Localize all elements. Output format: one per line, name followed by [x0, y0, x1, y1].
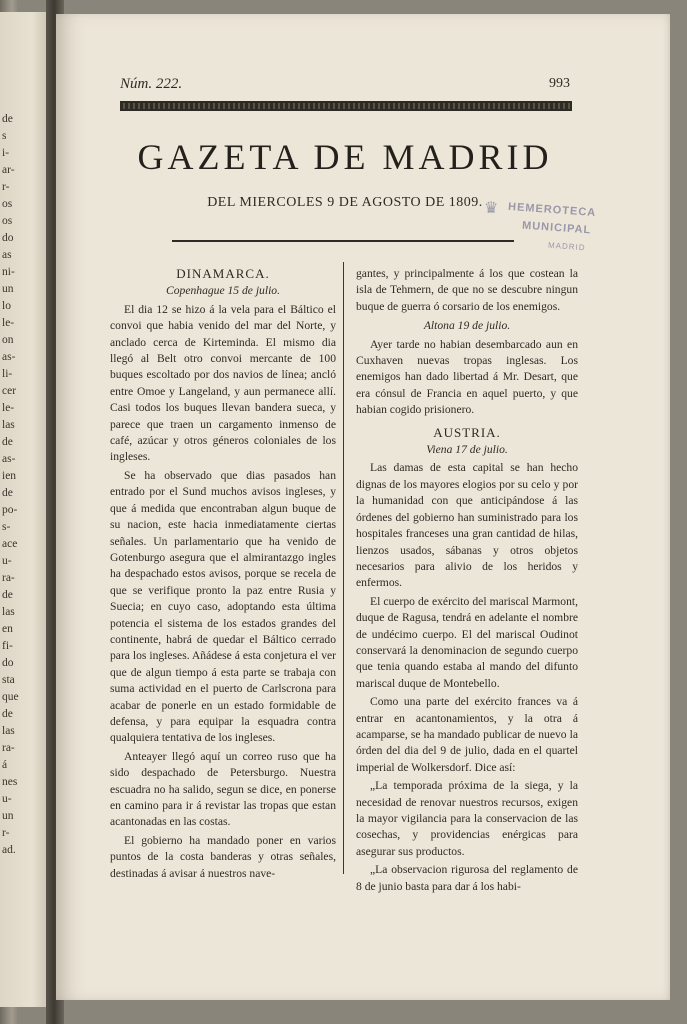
previous-page-fragment: le- — [2, 317, 15, 329]
previous-page-fragment: fi- — [2, 640, 13, 652]
previous-page-fragment: ar- — [2, 164, 15, 176]
previous-page-fragment: ra- — [2, 572, 15, 584]
stamp-line-1: HEMEROTECA — [507, 200, 597, 220]
section-title-dinamarca: DINAMARCA. — [176, 266, 270, 281]
stamp-line-3: MADRID — [547, 240, 586, 253]
previous-page-fragment: cer — [2, 385, 17, 397]
masthead-title: GAZETA DE MADRID — [137, 137, 553, 177]
previous-page-fragment: las — [2, 606, 15, 618]
previous-page-fragment: po- — [2, 504, 18, 516]
paragraph: Las damas de esta capital se han hecho dignas de los mayores elogios por su celo y por la humanidad con que anticipándose á las órdenes del gobierno han suministrado para los hospitales franceses una gran cantidad de hilas, lienzos usados, sábanas y otros objetos necesarios para alivio de los heridos y enfermos. — [356, 461, 578, 590]
header-ornamental-rule — [120, 101, 572, 111]
paragraph: El cuerpo de exército del mariscal Marmont, duque de Ragusa, tendrá en adelante el nombre de undécimo cuerpo. El del mariscal Oudinot conservará la denominacion de segundo cuerpo que tenia quando estaba al mando del difunto mariscal duque de Montebello. — [356, 594, 578, 690]
previous-page-fragment: u- — [2, 793, 12, 805]
place-date-altona: Altona 19 de julio. — [423, 319, 511, 333]
previous-page-fragment: os — [2, 215, 13, 227]
previous-page-fragment: un — [2, 283, 14, 295]
left-column — [110, 266, 336, 882]
previous-page-fragment: en — [2, 623, 13, 635]
paragraph-continued: gantes, y principalmente á los que costean la isla de Tehmern, de que no se descubre ningun buque de guerra ó corsario de los enemigos. — [356, 267, 578, 313]
column-divider — [343, 262, 344, 874]
previous-page-fragment: do — [2, 232, 14, 244]
paragraph: Se ha observado que dias pasados han entrado por el Sund muchos avisos ingleses, y que á medida que encontraban algun buque de su nacion, este hacia inmediatamente ciertas señales. Un parlamentario que ha venido de Gotenburgo asegura que el almirantazgo ingles ha despachado estos avisos, porque se recela de que se verifique pronto la paz entre Rusia y Suecia; en cuyo caso, adoptando esta última potencia el sistema de los estados grandes del continente, habrá de quedar el Báltico cerrado para los ingleses. Añádese á esta conjetura el ver que de algun tiempo á esta parte se trabaja con suma actividad en el puerto de Carlscrona para acabar de ponerle en un estado formidable de defensa, y para equipar la esquadra contra qualquiera tentativa de los ingleses. — [110, 468, 336, 745]
crown-icon: ♛ — [484, 200, 499, 217]
dateline-rule — [172, 240, 514, 242]
previous-page-fragment: de — [2, 113, 13, 125]
previous-page-fragment: las — [2, 419, 15, 431]
previous-page-fragment: de — [2, 487, 13, 499]
page-number: 993 — [549, 76, 570, 91]
issue-number: Núm. 222. — [120, 76, 183, 92]
previous-page-fragment: as- — [2, 351, 16, 363]
previous-page-fragment: nes — [2, 776, 18, 788]
previous-page-fragment: r- — [2, 181, 10, 193]
previous-page-fragment: ni- — [2, 266, 15, 278]
previous-page-fragment: de — [2, 589, 13, 601]
previous-page-fragment: as — [2, 249, 12, 261]
previous-page-fragment: ra- — [2, 742, 15, 754]
previous-page-fragment: os — [2, 198, 13, 210]
paragraph: „La temporada próxima de la siega, y la necesidad de renovar nuestros recursos, exigen la mayor vigilancia para la conservacion de las cosechas, y providencias enérgicas para asegurar sus productos. — [356, 779, 578, 858]
paragraph: Anteayer llegó aquí un correo ruso que ha sido despachado de Petersburgo. Nuestra escuadra no ha salido, segun se dice, en ponerse en camino para ir á revistar las tropas que estan acantonadas en las costas. — [110, 749, 336, 829]
previous-page-fragment: ad. — [2, 844, 16, 856]
previous-page-fragment: ien — [2, 470, 17, 482]
previous-page-fragment: le- — [2, 402, 15, 414]
page-header — [120, 76, 570, 98]
previous-page-fragment: u- — [2, 555, 12, 567]
previous-page-fragment: á — [2, 759, 8, 771]
previous-page-fragment: i- — [2, 147, 10, 159]
previous-page-edge — [0, 12, 46, 1007]
previous-page-fragment: sta — [2, 674, 15, 686]
stamp-line-2: MUNICIPAL — [521, 219, 592, 237]
previous-page-fragment: de — [2, 708, 13, 720]
previous-page-fragment: ace — [2, 538, 18, 550]
right-column — [356, 266, 578, 895]
previous-page-fragment: li- — [2, 368, 13, 380]
dateline: DEL MIERCOLES 9 DE AGOSTO DE 1809. — [207, 195, 483, 210]
paragraph: El gobierno ha mandado poner en varios puntos de la costa banderas y otras señales, destinadas á avisar á nuestros nave- — [110, 833, 336, 880]
previous-page-fragment: do — [2, 657, 14, 669]
previous-page-fragment: de — [2, 436, 13, 448]
previous-page-fragment: as- — [2, 453, 16, 465]
paragraph: Ayer tarde no habian desembarcado aun en Cuxhaven nuevas tropas inglesas. Los enemigos han dado libertad á Mr. Desart, que era cónsul de Francia en aquel puerto, y que habian cogido prisionero. — [356, 337, 578, 417]
section-title-austria: AUSTRIA. — [433, 424, 501, 440]
previous-page-fragment: un — [2, 810, 14, 822]
previous-page-fragment: lo — [2, 300, 11, 312]
previous-page-fragment: las — [2, 725, 15, 737]
previous-page-fragment: on — [2, 334, 14, 346]
place-date-copenhague: Copenhague 15 de julio. — [166, 284, 280, 298]
previous-page-fragment: s — [2, 130, 7, 142]
previous-page-fragment: que — [2, 691, 19, 703]
paragraph: „La observacion rigurosa del reglamento de 8 de junio basta para dar á los habi- — [356, 863, 578, 893]
previous-page-fragment: r- — [2, 827, 10, 839]
library-stamp — [478, 198, 628, 258]
paragraph: Como una parte del exército frances va á entrar en acantonamientos, y la otra á acamparse, se ha mandado publicar de nuevo la órden del dia del 9 de julio, dada en el quartel imperial de Wolkersdorf. Dice así: — [356, 695, 578, 774]
place-date-viena: Viena 17 de julio. — [426, 443, 508, 457]
previous-page-fragment: s- — [2, 521, 11, 533]
paragraph: El dia 12 se hizo á la vela para el Báltico el convoi que habia venido del mar del Norte, y anclado cerca de Kirteminda. El mismo dia llegó al Belt otro convoi mercante de 100 buques escoltado por dos navios de línea; ancló entre Omoe y Langeland, y aun permanece allí. Casi todos los buques llevan bandera sueca, y parece que traen un cargamento inmenso de café, azúcar y otros géneros coloniales de los ingleses. — [110, 302, 336, 464]
